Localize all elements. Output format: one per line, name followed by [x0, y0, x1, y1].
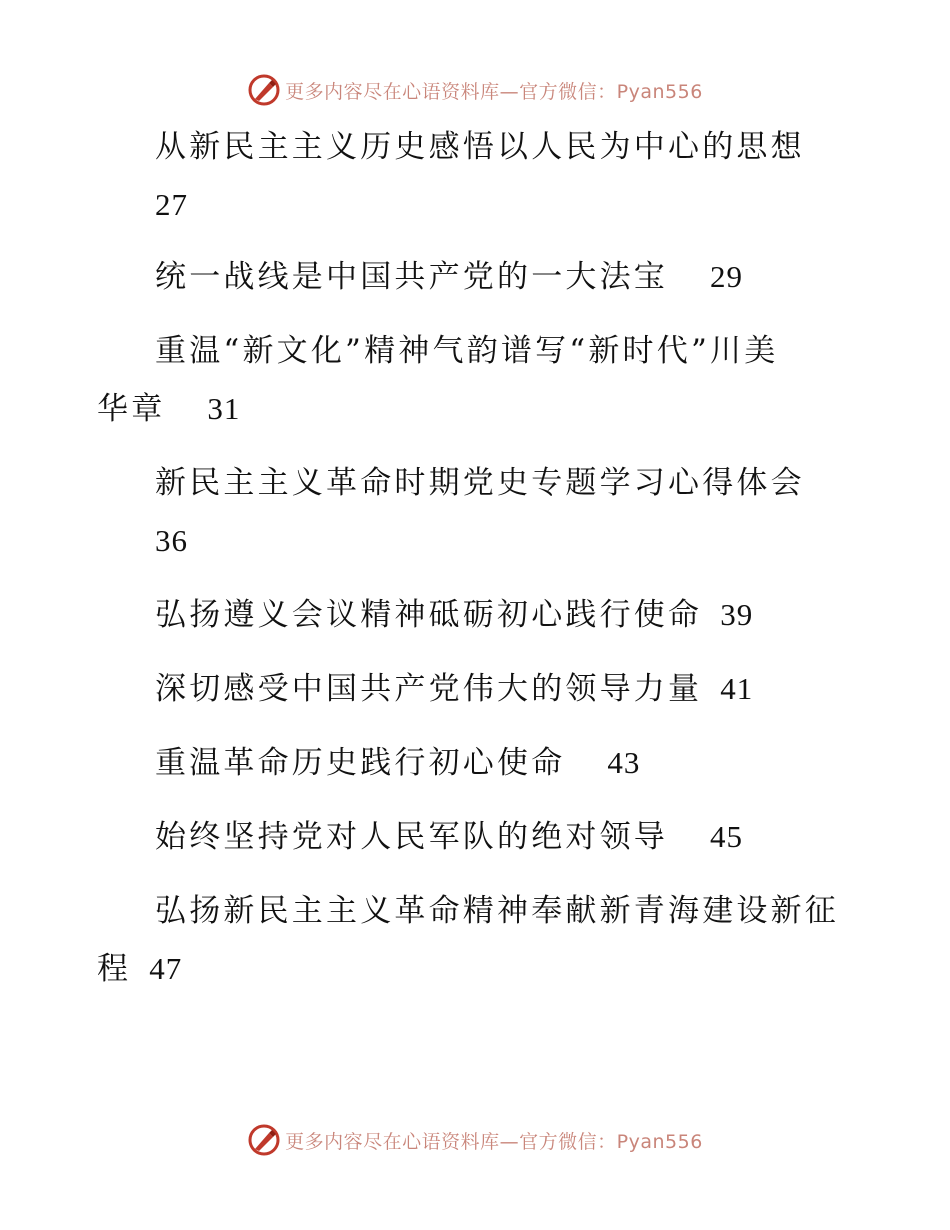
toc-entry-title: 弘扬新民主主义革命精神奉献新青海建设新征 — [155, 893, 839, 929]
toc-entry-page: 31 — [207, 391, 241, 426]
watermark-text: 更多内容尽在心语资料库—官方微信：Pyan556 — [285, 80, 703, 103]
watermark-text: 更多内容尽在心语资料库—官方微信：Pyan556 — [285, 1130, 703, 1153]
toc-entry[interactable] — [0, 734, 950, 792]
table-of-contents — [0, 118, 950, 998]
toc-entry-title: 弘扬遵义会议精神砥砺初心践行使命 — [155, 597, 703, 633]
toc-entry-title: 深切感受中国共产党伟大的领导力量 — [155, 671, 703, 707]
pen-logo-icon — [247, 1123, 281, 1157]
toc-entry-page: 27 — [155, 187, 188, 222]
toc-entry[interactable] — [0, 248, 950, 306]
header-watermark — [0, 70, 950, 110]
toc-entry-title: 新民主主义革命时期党史专题学习心得体会 — [155, 465, 805, 501]
toc-entry-page: 36 — [155, 523, 188, 558]
toc-entry-page: 39 — [720, 597, 754, 632]
toc-entry-page: 29 — [710, 259, 743, 294]
toc-entry[interactable] — [0, 322, 950, 438]
toc-entry[interactable] — [0, 660, 950, 718]
toc-entry[interactable] — [0, 454, 950, 570]
toc-entry-title: 从新民主主义历史感悟以人民为中心的思想 — [155, 129, 805, 165]
toc-entry-title: 统一战线是中国共产党的一大法宝 — [155, 259, 668, 295]
footer-watermark — [0, 1120, 950, 1160]
toc-entry-title-cont: 程 — [97, 951, 132, 987]
toc-entry-page: 41 — [720, 671, 754, 706]
toc-entry-page: 45 — [710, 819, 743, 854]
pen-logo-icon — [247, 73, 281, 107]
toc-entry-title-cont: 华章 — [97, 391, 166, 427]
toc-entry-title: 重温“新文化”精神气韵谱写“新时代”川美 — [155, 333, 779, 369]
toc-entry[interactable] — [0, 882, 950, 998]
toc-entry-page: 43 — [607, 745, 641, 780]
toc-entry[interactable] — [0, 118, 950, 234]
toc-entry-title: 重温革命历史践行初心使命 — [155, 745, 566, 781]
toc-entry[interactable] — [0, 586, 950, 644]
toc-entry[interactable] — [0, 808, 950, 866]
toc-entry-title: 始终坚持党对人民军队的绝对领导 — [155, 819, 668, 855]
toc-entry-page: 47 — [149, 951, 183, 986]
